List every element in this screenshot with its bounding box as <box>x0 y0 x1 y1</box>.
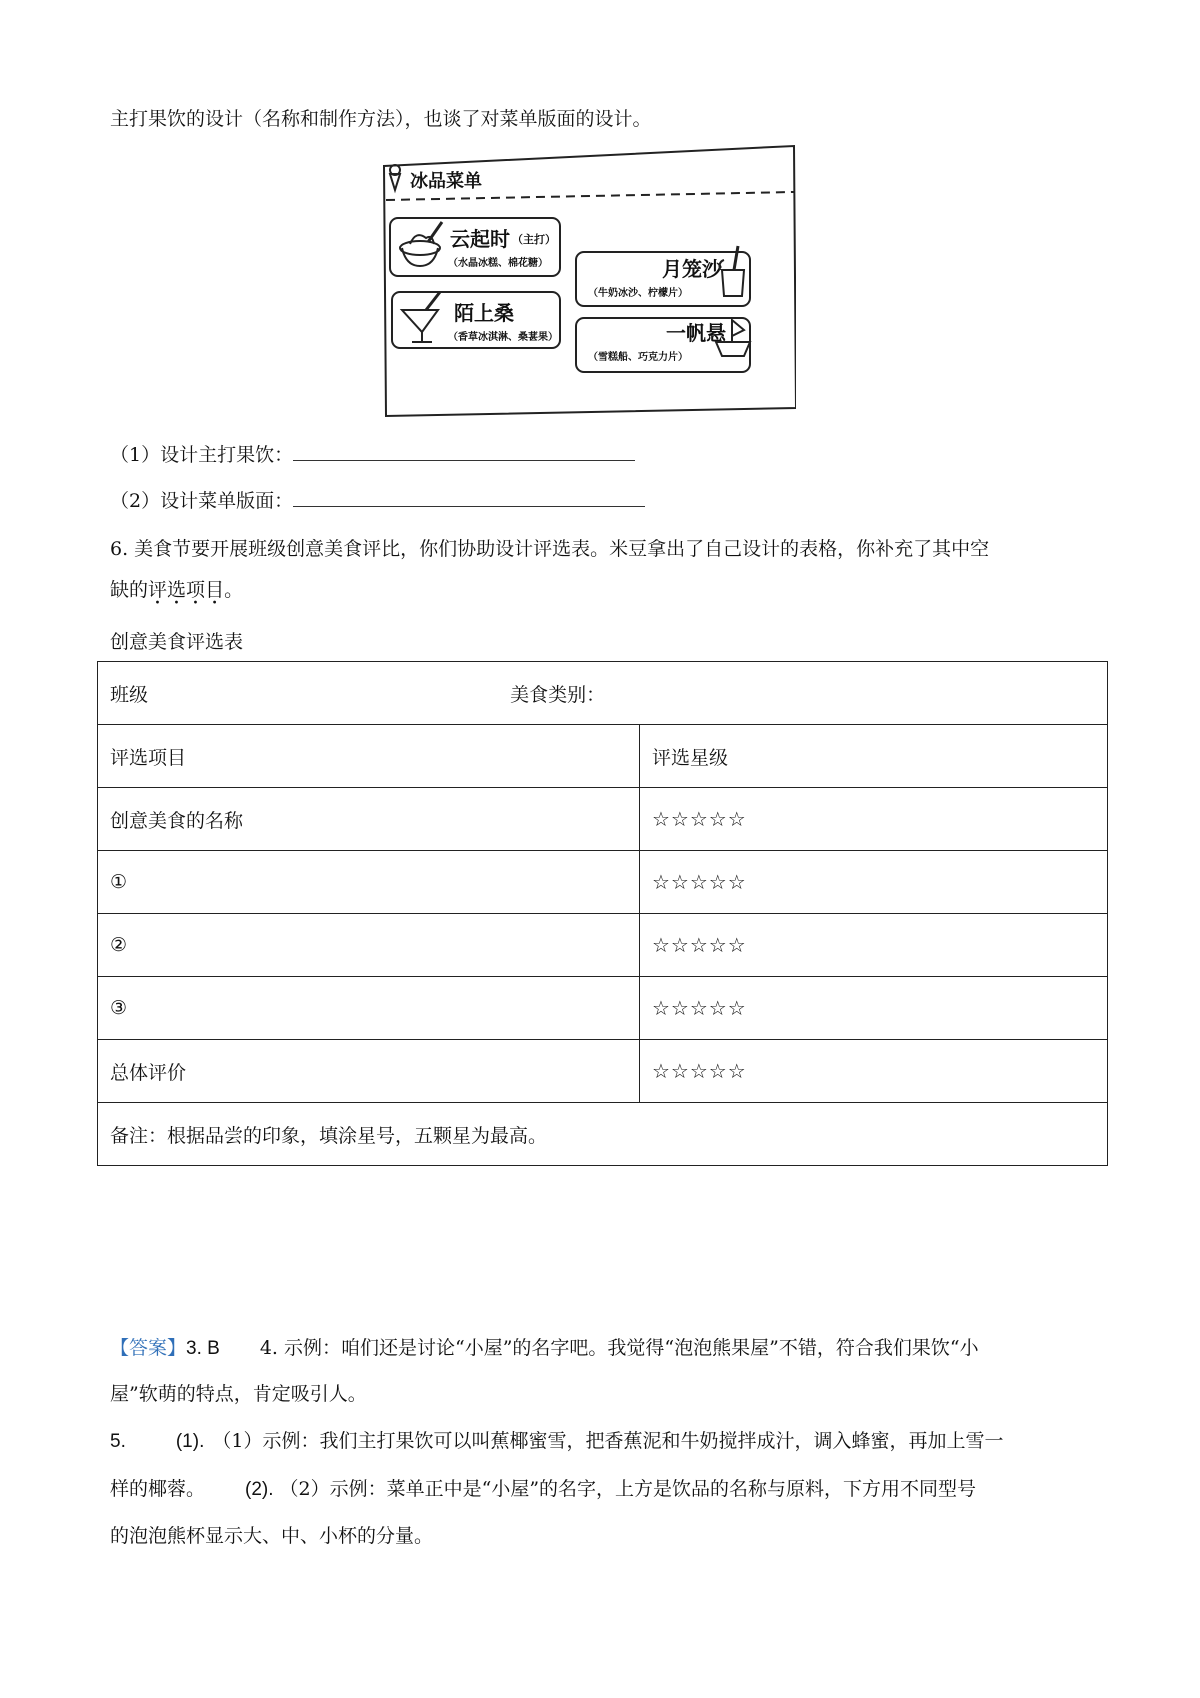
table-row <box>98 1103 1108 1166</box>
svg-text:（香草冰淇淋、桑葚果）: （香草冰淇淋、桑葚果） <box>448 332 558 343</box>
answer-label: 【答案】 <box>110 1337 187 1359</box>
svg-text:一帆悬: 一帆悬 <box>666 321 726 345</box>
answer-5-line2: 样的椰蓉。 (2). （2）示例：菜单正中是“小屋”的名字，上方是饮品的名称与原料，下方用不同型号 <box>110 1478 977 1500</box>
table-row <box>98 725 1108 788</box>
svg-text:（水晶冰糕、棉花糖）: （水晶冰糕、棉花糖） <box>448 258 548 269</box>
answer-5-line3: 的泡泡熊杯显示大、中、小杯的分量。 <box>110 1525 434 1547</box>
table-title: 创意美食评选表 <box>110 631 244 653</box>
table-row <box>98 788 1108 851</box>
answer-line-1 <box>110 1333 979 1360</box>
row-item: 创意美食的名称 <box>98 788 640 851</box>
q5-1-blank[interactable] <box>293 459 635 461</box>
q5-1-line <box>110 440 635 467</box>
row-item[interactable]: ② <box>98 914 640 977</box>
star-rating[interactable]: ☆☆☆☆☆ <box>640 851 1108 914</box>
evaluation-table <box>97 661 1108 1166</box>
q5-2-line <box>110 486 645 513</box>
category-label: 美食类别： <box>510 683 606 706</box>
table-row <box>98 914 1108 977</box>
row-item: 总体评价 <box>98 1040 640 1103</box>
class-label: 班级 <box>110 683 149 706</box>
star-rating[interactable]: ☆☆☆☆☆ <box>640 788 1108 851</box>
star-rating[interactable]: ☆☆☆☆☆ <box>640 1040 1108 1103</box>
svg-text:陌上桑: 陌上桑 <box>454 301 514 325</box>
table-row <box>98 851 1108 914</box>
answer-5-line1: 5. (1). （1）示例：我们主打果饮可以叫蕉椰蜜雪，把香蕉泥和牛奶搅拌成汁，调入蜂蜜，再加上雪一 <box>110 1430 1004 1452</box>
row-item[interactable]: ① <box>98 851 640 914</box>
svg-text:（牛奶冰沙、柠檬片）: （牛奶冰沙、柠檬片） <box>588 288 688 299</box>
q5-1-label: （1）设计主打果饮： <box>110 444 294 466</box>
answer-4-line1: 4. 示例：咱们还是讨论“小屋”的名字吧。我觉得“泡泡熊果屋”不错，符合我们果饮“小 <box>259 1337 979 1359</box>
table-row <box>98 977 1108 1040</box>
svg-text:月笼沙: 月笼沙 <box>662 257 722 281</box>
svg-text:（雪糕船、巧克力片）: （雪糕船、巧克力片） <box>588 352 688 363</box>
star-rating[interactable]: ☆☆☆☆☆ <box>640 977 1108 1040</box>
svg-text:（主打）: （主打） <box>512 233 556 246</box>
table-note: 备注：根据品尝的印象，填涂星号，五颗星为最高。 <box>98 1103 1108 1166</box>
header-stars: 评选星级 <box>640 725 1108 788</box>
q6-text-line1: 6. 美食节要开展班级创意美食评比，你们协助设计评选表。米豆拿出了自己设计的表格，你补充了其中空 <box>110 538 990 560</box>
answer-4-line2: 屋”软萌的特点，肯定吸引人。 <box>110 1383 367 1405</box>
table-row <box>98 662 1108 725</box>
header-item: 评选项目 <box>98 725 640 788</box>
row-item[interactable]: ③ <box>98 977 640 1040</box>
answer-3: 3. B <box>186 1338 220 1359</box>
q6-text-line2: 缺的评选项目。 <box>110 579 244 601</box>
table-row <box>98 1040 1108 1103</box>
q5-2-label: （2）设计菜单版面： <box>110 490 294 512</box>
intro-line: 主打果饮的设计（名称和制作方法），也谈了对菜单版面的设计。 <box>110 108 652 130</box>
star-rating[interactable]: ☆☆☆☆☆ <box>640 914 1108 977</box>
menu-title: 冰品菜单 <box>410 171 482 192</box>
svg-text:云起时: 云起时 <box>450 227 510 251</box>
ice-menu-figure <box>382 142 796 418</box>
q5-2-blank[interactable] <box>293 505 645 507</box>
